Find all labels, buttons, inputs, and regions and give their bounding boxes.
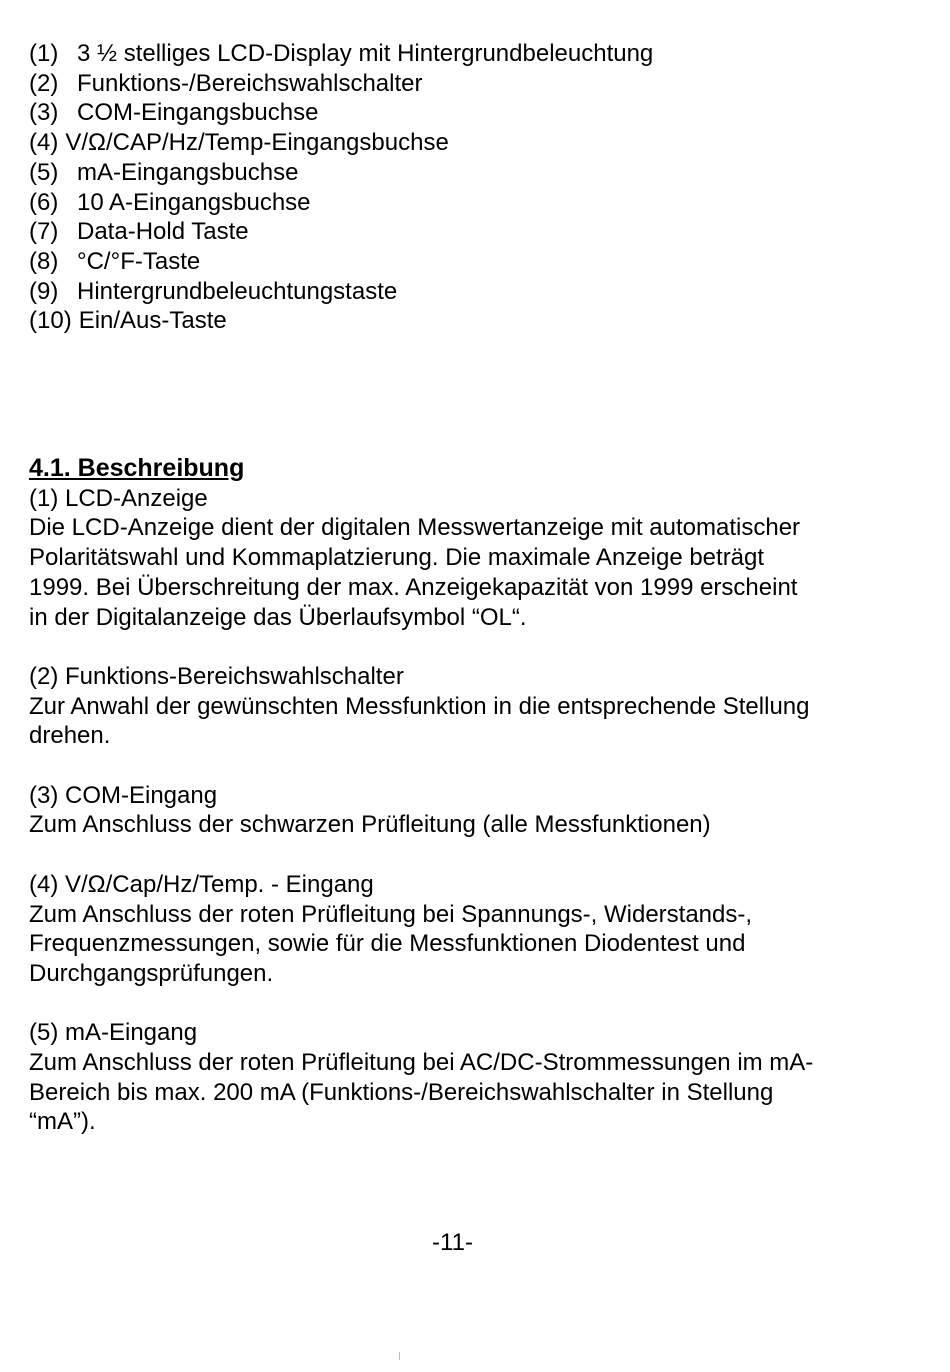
block-line: 1999. Bei Überschreitung der max. Anzeigekapazität von 1999 erscheint bbox=[29, 573, 798, 601]
block-line: Zum Anschluss der roten Prüfleitung bei AC/DC-Strommessungen im mA- bbox=[29, 1049, 814, 1077]
description-block-v-input bbox=[29, 870, 909, 989]
description-block-com bbox=[29, 781, 909, 840]
list-item bbox=[29, 247, 909, 277]
list-item bbox=[29, 188, 909, 218]
list-item bbox=[29, 277, 909, 307]
list-item bbox=[29, 98, 909, 128]
scan-mark bbox=[399, 1352, 400, 1360]
block-line: drehen. bbox=[29, 722, 111, 750]
list-text: 3 ½ stelliges LCD-Display mit Hintergrundbeleuchtung bbox=[77, 40, 654, 67]
block-line: Durchgangsprüfungen. bbox=[29, 959, 274, 987]
list-item bbox=[29, 306, 909, 336]
block-line: Bereich bis max. 200 mA (Funktions-/Bereichswahlschalter in Stellung bbox=[29, 1078, 774, 1106]
description-block-ma-input bbox=[29, 1018, 909, 1137]
list-text: Funktions-/Bereichswahlschalter bbox=[77, 69, 423, 97]
block-title: (2) Funktions-Bereichswahlschalter bbox=[29, 662, 404, 690]
list-number: (2) bbox=[29, 69, 59, 97]
block-line: Zum Anschluss der schwarzen Prüfleitung (alle Messfunktionen) bbox=[29, 811, 711, 839]
page-number: -11- bbox=[432, 1229, 473, 1256]
list-text: 10 A-Eingangsbuchse bbox=[77, 188, 311, 216]
spacer bbox=[29, 336, 909, 454]
list-number: (4) bbox=[29, 129, 59, 157]
list-number: (9) bbox=[29, 277, 59, 305]
list-item bbox=[29, 217, 909, 247]
document-page bbox=[29, 39, 909, 1167]
block-line: in der Digitalanzeige das Überlaufsymbol “OL“. bbox=[29, 603, 527, 631]
list-number: (5) bbox=[29, 158, 59, 186]
list-text: °C/°F-Taste bbox=[77, 247, 201, 275]
block-line: Die LCD-Anzeige dient der digitalen Messwertanzeige mit automatischer bbox=[29, 514, 801, 542]
list-number: (6) bbox=[29, 188, 59, 216]
list-text: Hintergrundbeleuchtungstaste bbox=[77, 277, 398, 305]
list-item bbox=[29, 158, 909, 188]
block-title: (5) mA-Eingang bbox=[29, 1019, 198, 1047]
list-item bbox=[29, 128, 909, 158]
list-number: (3) bbox=[29, 99, 59, 127]
component-list bbox=[29, 39, 909, 336]
list-item bbox=[29, 39, 909, 69]
list-number: (8) bbox=[29, 247, 59, 275]
list-number: (7) bbox=[29, 218, 59, 246]
block-line: Frequenzmessungen, sowie für die Messfunktionen Diodentest und bbox=[29, 930, 746, 958]
list-number: (10) bbox=[29, 307, 72, 335]
list-text: Data-Hold Taste bbox=[77, 218, 249, 246]
block-title: (3) COM-Eingang bbox=[29, 781, 218, 809]
list-text: V/Ω/CAP/Hz/Temp-Eingangsbuchse bbox=[65, 129, 449, 157]
description-block-switch bbox=[29, 662, 909, 751]
block-line: Zur Anwahl der gewünschten Messfunktion in die entsprechende Stellung bbox=[29, 692, 810, 720]
list-item bbox=[29, 69, 909, 99]
section-heading: 4.1. Beschreibung bbox=[29, 454, 245, 483]
list-text: mA-Eingangsbuchse bbox=[77, 158, 299, 186]
block-line: “mA”). bbox=[29, 1108, 96, 1136]
list-text: COM-Eingangsbuchse bbox=[77, 99, 319, 127]
list-text: Ein/Aus-Taste bbox=[78, 307, 227, 335]
description-block-lcd bbox=[29, 484, 909, 633]
block-title: (1) LCD-Anzeige bbox=[29, 484, 208, 512]
list-number: (1) bbox=[29, 40, 59, 67]
block-line: Polaritätswahl und Kommaplatzierung. Die maximale Anzeige beträgt bbox=[29, 544, 765, 572]
block-line: Zum Anschluss der roten Prüfleitung bei Spannungs-, Widerstands-, bbox=[29, 900, 753, 928]
block-title: (4) V/Ω/Cap/Hz/Temp. - Eingang bbox=[29, 870, 374, 898]
